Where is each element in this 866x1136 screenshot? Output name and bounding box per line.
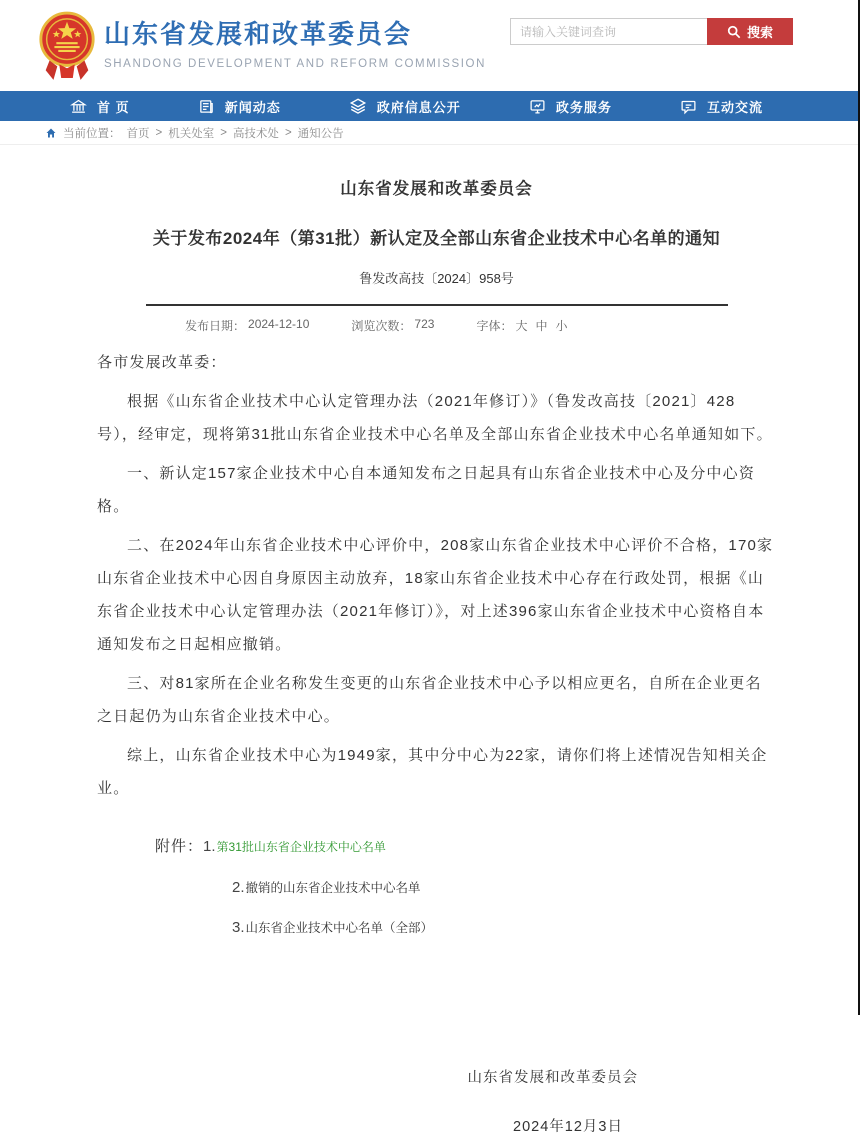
search-bar — [510, 18, 793, 45]
layers-icon — [349, 97, 367, 115]
site-subtitle: SHANDONG DEVELOPMENT AND REFORM COMMISSION — [104, 58, 486, 70]
font-size-small-button[interactable]: 小 — [555, 319, 568, 333]
attachment-link-revoked-list[interactable]: 撤销的山东省企业技术中心名单 — [245, 881, 421, 895]
attachment-link-full-list[interactable]: 山东省企业技术中心名单（全部） — [245, 921, 434, 935]
search-button-label: 搜索 — [746, 25, 773, 40]
attachments-label: 附件： — [155, 838, 204, 855]
paragraph-salutation: 各市发展改革委： — [97, 354, 227, 371]
font-size-large-button[interactable]: 大 — [515, 319, 528, 333]
window-right-edge — [858, 0, 860, 1015]
paragraph-item-1: 一、新认定157家企业技术中心自本通知发布之日起具有山东省企业技术中心及分中心资格。 — [97, 465, 756, 515]
nav-item-home[interactable] — [70, 97, 130, 116]
signature-date: 2024年12月3日 — [513, 1119, 623, 1135]
publish-date — [185, 317, 309, 334]
document-area — [0, 175, 866, 1136]
paragraph-summary: 综上，山东省企业技术中心为1949家，其中分中心为22家，请你们将上述情况告知相关企业。 — [97, 747, 768, 797]
site-header — [0, 0, 866, 91]
nav-label-home: 首 页 — [97, 99, 130, 115]
news-icon — [198, 98, 215, 115]
font-size-label: 字体： — [476, 319, 513, 333]
attachment-1-number: 1. — [203, 838, 216, 855]
breadcrumb-separator: > — [220, 126, 227, 139]
breadcrumb-label: 当前位置： — [63, 127, 121, 140]
search-input[interactable] — [510, 18, 707, 45]
paragraph-item-3: 三、对81家所在企业名称发生变更的山东省企业技术中心予以相应更名，自所在企业更名之日起仍为山东省企业技术中心。 — [97, 675, 762, 725]
site-title: 山东省发展和改革委员会 — [104, 19, 413, 49]
breadcrumb-departments[interactable]: 机关处室 — [168, 127, 215, 140]
nav-item-services[interactable] — [529, 97, 612, 116]
attachment-row-2 — [155, 878, 776, 896]
font-size-control — [476, 317, 567, 334]
breadcrumb — [0, 121, 858, 145]
search-icon — [727, 25, 741, 39]
signature-org: 山东省发展和改革委员会 — [467, 1070, 638, 1086]
home-icon — [45, 127, 57, 139]
nav-item-gov-info[interactable] — [349, 97, 461, 116]
nav-label-gov-info: 政府信息公开 — [376, 99, 461, 115]
breadcrumb-notices[interactable]: 通知公告 — [297, 127, 344, 140]
font-size-medium-button[interactable]: 中 — [535, 319, 548, 333]
attachments-section — [97, 835, 776, 936]
attachment-2-number: 2. — [232, 879, 245, 896]
title-divider — [146, 304, 728, 306]
nav-label-interaction: 互动交流 — [706, 99, 763, 115]
document-org-title: 山东省发展和改革委员会 — [340, 180, 533, 198]
attachment-3-number: 3. — [232, 919, 245, 936]
document-body — [97, 346, 776, 805]
document-title: 关于发布2024年（第31批）新认定及全部山东省企业技术中心名单的通知 — [152, 229, 721, 248]
nav-label-services: 政务服务 — [555, 99, 612, 115]
paragraph-item-2: 二、在2024年山东省企业技术中心评价中，208家山东省企业技术中心评价不合格，170家山东省企业技术中心因自身原因主动放弃，18家山东省企业技术中心存在行政处罚，根据《山东省企业技术中心认定管理办法（2021年修订）》，对上述396家山东省企业技术中心资格自本通知发布之日起相应撤销。 — [97, 537, 774, 653]
attachment-row-3 — [155, 918, 776, 936]
publish-date-value: 2024-12-10 — [248, 317, 310, 331]
search-button[interactable] — [707, 18, 793, 45]
attachment-link-batch31-list[interactable]: 第31批山东省企业技术中心名单 — [216, 840, 386, 854]
bank-icon — [70, 98, 87, 115]
main-navbar — [0, 91, 858, 121]
attachment-row-1 — [155, 835, 776, 856]
view-count-value: 723 — [414, 317, 435, 331]
publish-date-label: 发布日期： — [185, 319, 246, 333]
nav-label-news: 新闻动态 — [224, 99, 281, 115]
breadcrumb-hightech[interactable]: 高技术处 — [232, 127, 279, 140]
nav-item-news[interactable] — [198, 97, 281, 116]
signature-block — [97, 1066, 776, 1136]
brand-block — [104, 14, 486, 70]
breadcrumb-separator: > — [155, 126, 163, 139]
paragraph-intro: 根据《山东省企业技术中心认定管理办法（2021年修订）》（鲁发改高技〔2021〕428号），经审定，现将第31批山东省企业技术中心名单及全部山东省企业技术中心名单通知如下。 — [97, 393, 773, 443]
view-count-label: 浏览次数： — [351, 319, 412, 333]
monitor-icon — [529, 98, 546, 115]
view-count — [351, 317, 434, 334]
chat-icon — [680, 98, 697, 115]
national-emblem-logo — [36, 10, 98, 82]
breadcrumb-home[interactable]: 首页 — [126, 127, 150, 140]
nav-item-interaction[interactable] — [680, 97, 763, 116]
breadcrumb-separator: > — [284, 126, 292, 139]
document-meta — [97, 317, 776, 334]
document-number: 鲁发改高技〔2024〕958号 — [359, 271, 514, 286]
